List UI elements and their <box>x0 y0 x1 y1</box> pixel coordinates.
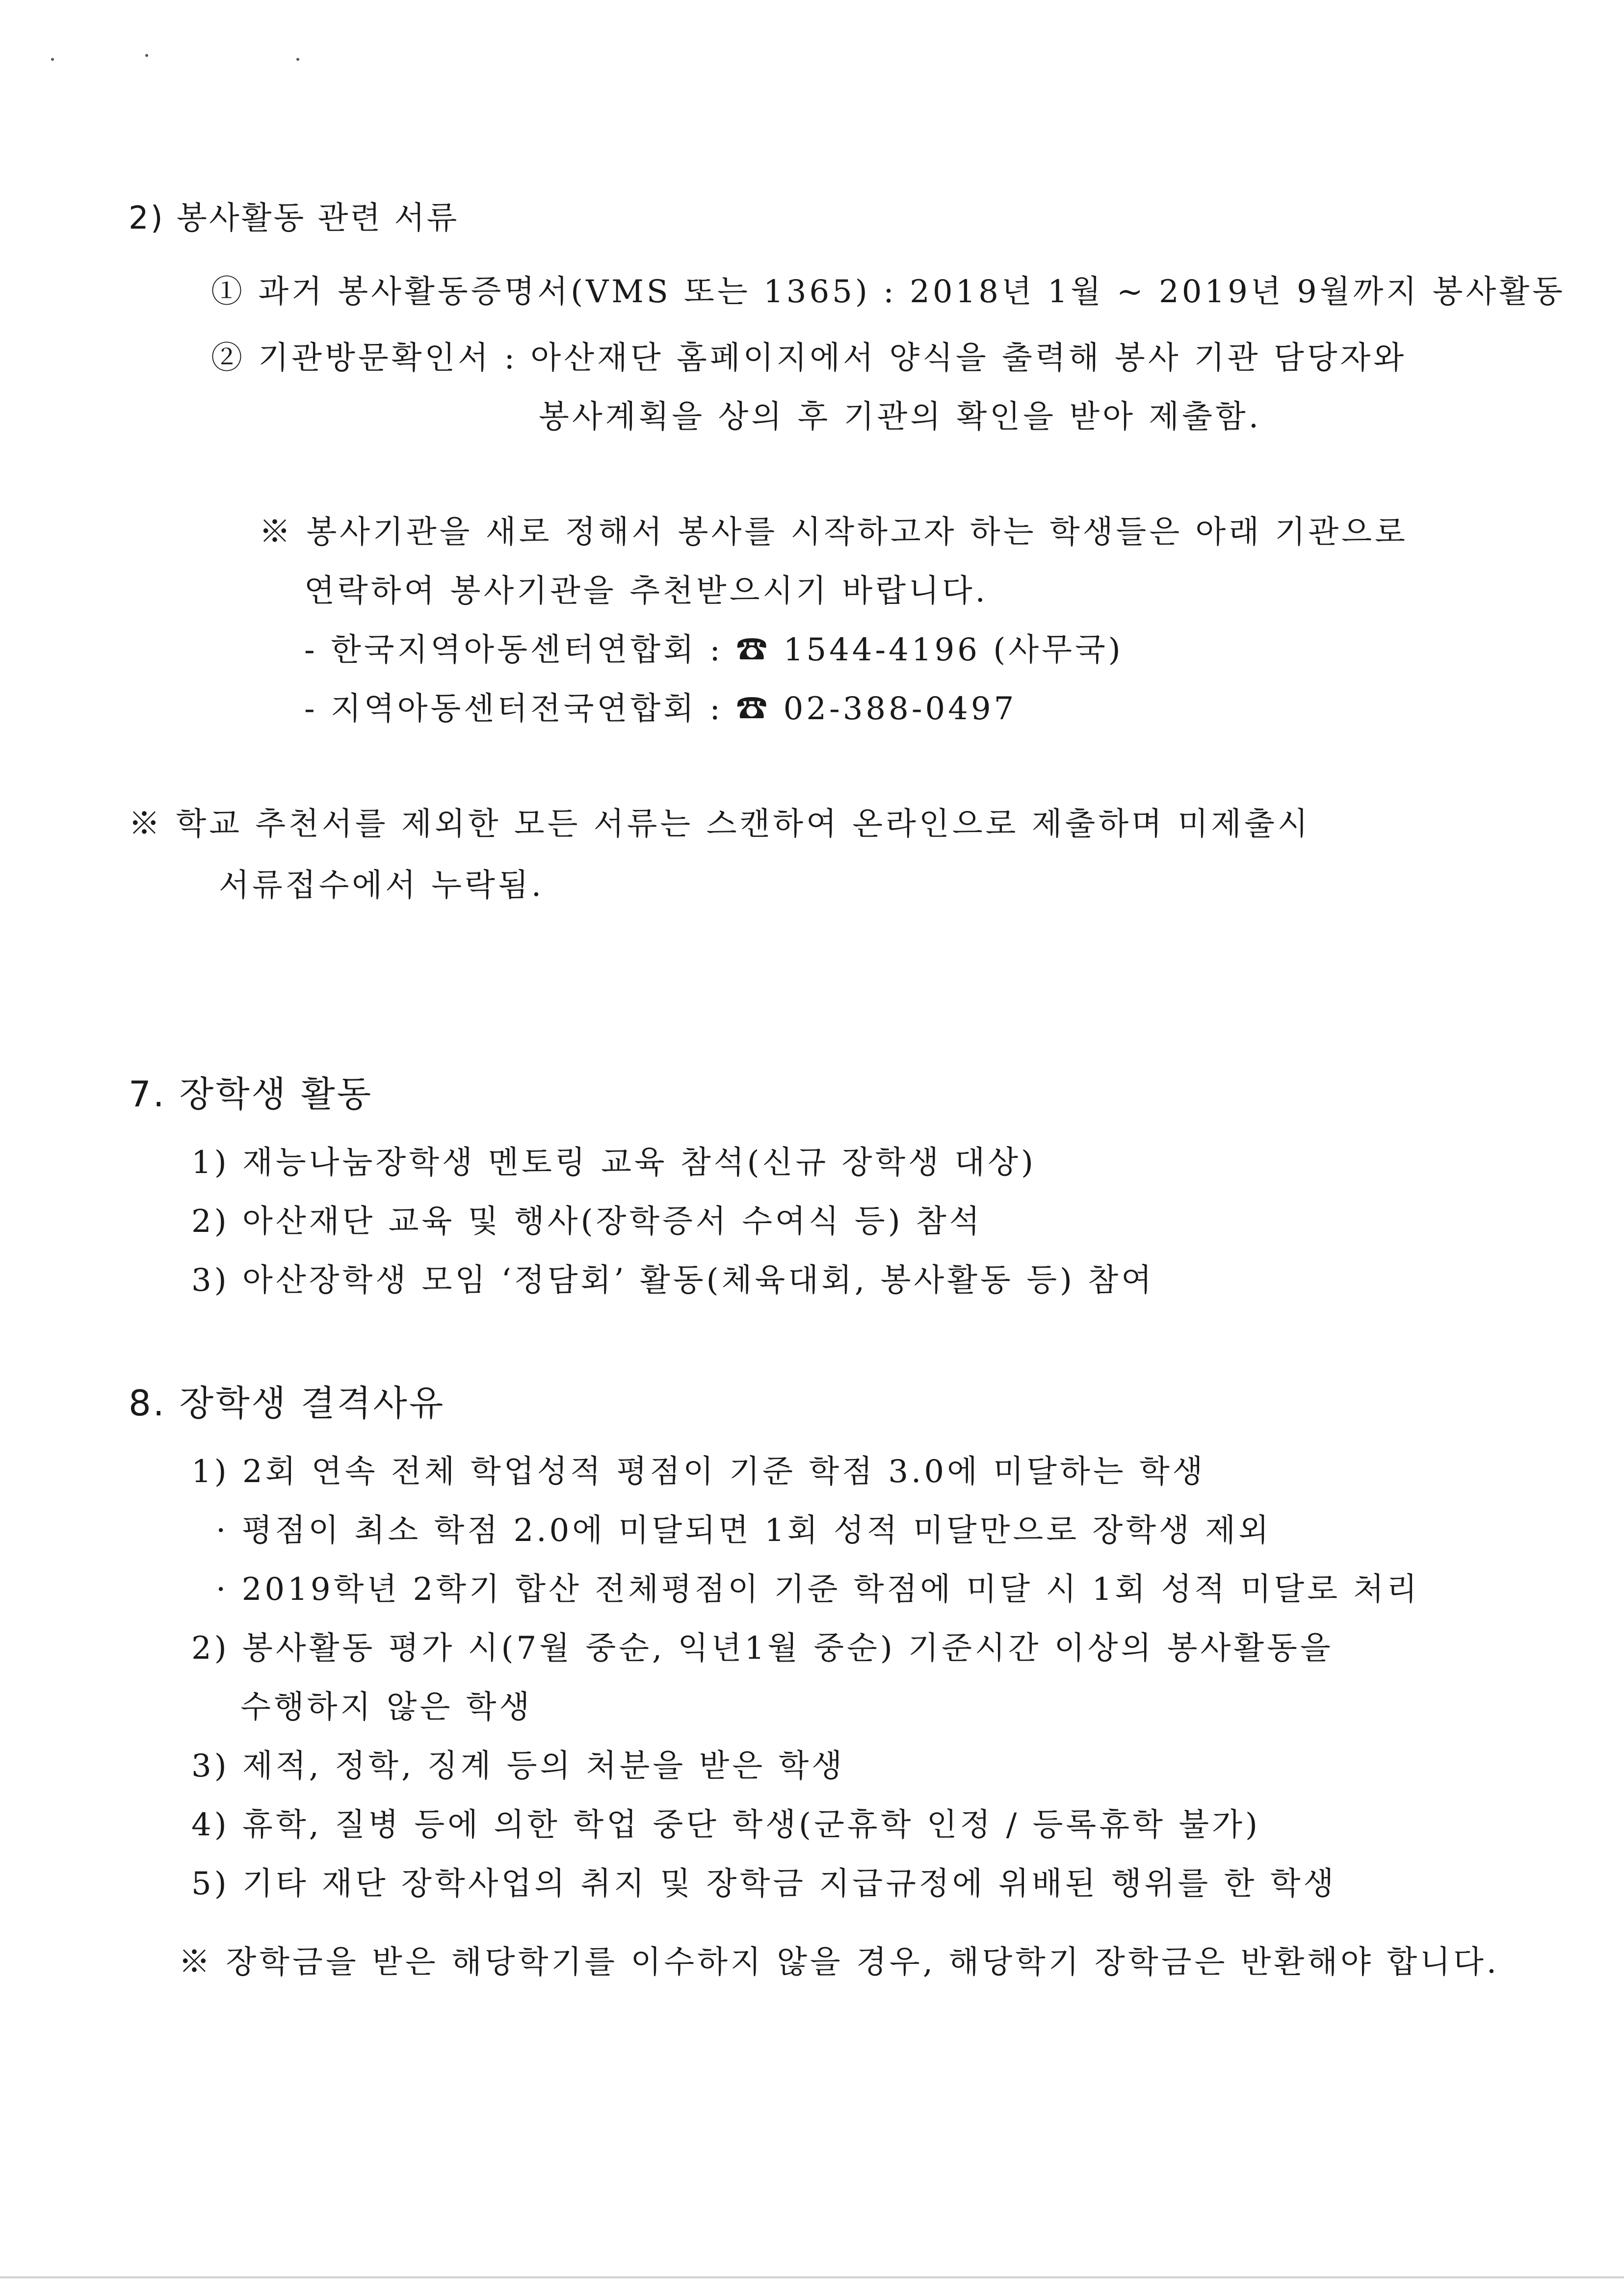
section-8-item-2-line-1: 2) 봉사활동 평가 시(7월 중순, 익년1월 중순) 기준시간 이상의 봉사활동을 <box>191 1630 1334 1667</box>
contact-2: - 지역아동센터전국연합회 : ☎ 02-388-0497 <box>304 691 1017 727</box>
section-8-note: ※ 장학금을 받은 해당학기를 이수하지 않을 경우, 해당학기 장학금은 반환해야 합니다. <box>179 1944 1500 1981</box>
section-7-title: 7. 장학생 활동 <box>129 1073 373 1115</box>
docs-note-line-1: ※ 봉사기관을 새로 정해서 봉사를 시작하고자 하는 학생들은 아래 기관으로 <box>259 514 1408 550</box>
scan-speck <box>51 58 54 61</box>
docs-item-2-line-1: ② 기관방문확인서 : 아산재단 홈페이지에서 양식을 출력해 봉사 기관 담당자와 <box>211 340 1407 376</box>
contact-1: - 한국지역아동센터연합회 : ☎ 1544-4196 (사무국) <box>304 632 1124 668</box>
page-bottom-edge <box>0 2276 1624 2278</box>
section-8-item-5: 5) 기타 재단 장학사업의 취지 및 장학금 지급규정에 위배된 행위를 한 학생 <box>191 1866 1337 1902</box>
section-8-item-3: 3) 제적, 정학, 징계 등의 처분을 받은 학생 <box>191 1748 845 1784</box>
docs-item-1: ① 과거 봉사활동증명서(VMS 또는 1365) : 2018년 1월 ~ 2019년 9월까지 봉사활동 <box>211 274 1566 310</box>
scan-speck <box>296 58 299 61</box>
general-note-line-1: ※ 학교 추천서를 제외한 모든 서류는 스캔하여 온라인으로 제출하며 미제출시 <box>129 806 1311 842</box>
section-7-item: 1) 재능나눔장학생 멘토링 교육 참석(신규 장학생 대상) <box>191 1145 1036 1181</box>
section-7-item: 2) 아산재단 교육 및 행사(장학증서 수여식 등) 참석 <box>191 1203 983 1240</box>
docs-section-title: 2) 봉사활동 관련 서류 <box>129 200 459 236</box>
section-8-item-1: 1) 2회 연속 전체 학업성적 평점이 기준 학점 3.0에 미달하는 학생 <box>191 1454 1206 1490</box>
section-8-title: 8. 장학생 결격사유 <box>129 1383 445 1424</box>
section-8-item-4: 4) 휴학, 질병 등에 의한 학업 중단 학생(군휴학 인정 / 등록휴학 불가) <box>191 1807 1260 1843</box>
docs-note-line-2: 연락하여 봉사기관을 추천받으시기 바랍니다. <box>304 573 989 609</box>
section-8-item-1-sub-1: · 평점이 최소 학점 2.0에 미달되면 1회 성적 미달만으로 장학생 제외 <box>216 1513 1272 1549</box>
general-note-line-2: 서류접수에서 누락됨. <box>219 867 545 904</box>
section-7-item: 3) 아산장학생 모임 ‘정담회’ 활동(체육대회, 봉사활동 등) 참여 <box>191 1262 1155 1299</box>
section-8-item-1-sub-2: · 2019학년 2학기 합산 전체평점이 기준 학점에 미달 시 1회 성적 미달로 처리 <box>216 1571 1420 1608</box>
docs-item-2-line-2: 봉사계획을 상의 후 기관의 확인을 받아 제출함. <box>539 399 1262 435</box>
scan-speck <box>145 54 148 57</box>
section-8-item-2-line-2: 수행하지 않은 학생 <box>240 1689 533 1725</box>
